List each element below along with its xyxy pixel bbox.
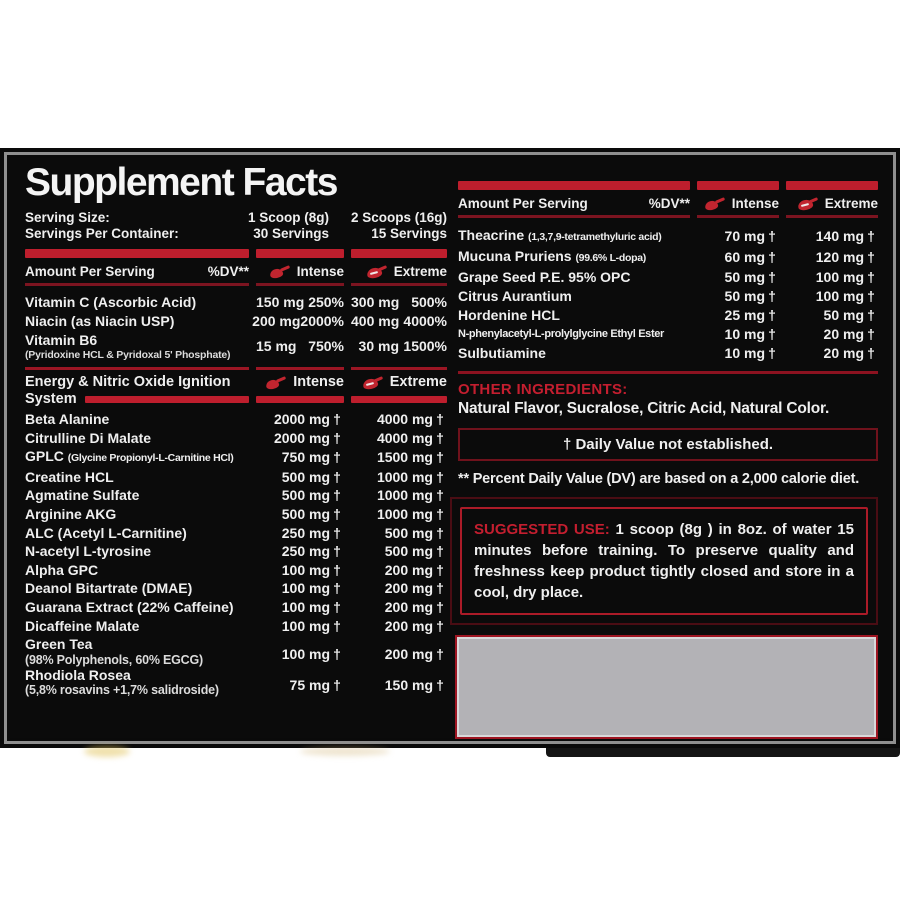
ingredient-name: Grape Seed P.E. 95% OPC xyxy=(458,269,631,285)
dagger-symbol: † xyxy=(333,580,341,597)
amount-group xyxy=(351,468,447,487)
amount-value: 400 mg xyxy=(351,313,400,329)
dagger-symbol: † xyxy=(436,411,444,427)
amount-value: 250 mg xyxy=(281,524,330,541)
dagger-symbol: † xyxy=(768,326,776,342)
vitamins-table xyxy=(25,294,447,361)
dagger-symbol: † xyxy=(333,468,341,485)
amount-value: 2000 mg xyxy=(273,411,330,427)
amount-group xyxy=(256,429,344,448)
percent-dv-value: 2000% xyxy=(300,313,344,329)
dagger-symbol: † xyxy=(867,249,875,265)
table-row xyxy=(458,287,878,306)
dagger-symbol: † xyxy=(436,646,444,663)
amount-group xyxy=(786,306,878,325)
amount-value: 200 mg xyxy=(252,313,301,329)
servings-per-container-label: Servings Per Container: xyxy=(25,226,179,241)
ingredient-name: Vitamin B6 xyxy=(25,332,98,348)
table-row xyxy=(458,306,878,325)
supplement-facts-label xyxy=(0,148,900,748)
amount-group xyxy=(256,598,344,617)
amount-group xyxy=(697,344,779,363)
scoop-icon-intense xyxy=(266,376,287,389)
ingredient-name-main: Theacrine xyxy=(458,227,525,243)
ingredient-name: Niacin (as Niacin USP) xyxy=(25,313,175,329)
amount-group xyxy=(351,524,447,543)
serving-size-col2: 2 Scoops (16g) xyxy=(350,210,447,225)
ingredient-name: Green Tea xyxy=(25,636,93,653)
dagger-symbol: † xyxy=(436,561,444,578)
amount-value: 20 mg xyxy=(823,345,864,361)
ingredient-name: ALC (Acetyl L-Carnitine) xyxy=(25,524,187,541)
servings-col2: 15 Servings xyxy=(371,226,447,241)
amount-value: 500 mg xyxy=(281,505,330,522)
dagger-symbol: † xyxy=(333,429,341,446)
table-row xyxy=(25,617,447,636)
amount-group xyxy=(786,268,878,287)
dagger-symbol: † xyxy=(436,429,444,446)
ingredient-name-cell xyxy=(25,579,249,598)
amount-value: 2000 mg xyxy=(273,429,330,446)
amount-per-serving-label: Amount Per Serving xyxy=(25,263,155,279)
ingredient-name-cell xyxy=(25,561,249,580)
percent-dv-value: 750% xyxy=(308,338,344,354)
photo-smudge xyxy=(300,747,390,756)
amount-value: 500 mg xyxy=(281,468,330,485)
amount-value: 75 mg xyxy=(289,676,330,693)
amount-value: 500 mg xyxy=(384,543,433,560)
dagger-symbol: † xyxy=(436,617,444,634)
amount-value: 100 mg xyxy=(281,561,330,578)
energy-ingredients-table xyxy=(25,410,447,696)
section-divider xyxy=(25,367,447,370)
amount-value: 200 mg xyxy=(384,561,433,578)
ingredient-name-cell xyxy=(25,429,249,448)
ingredient-name-cell xyxy=(458,287,690,306)
amount-group xyxy=(786,325,878,344)
amount-value: 120 mg xyxy=(815,249,864,265)
ingredient-name: Agmatine Sulfate xyxy=(25,487,140,504)
ingredient-name xyxy=(458,226,690,247)
ingredient-name: Hordenine HCL xyxy=(458,307,560,323)
percent-dv-value: 1500% xyxy=(403,338,447,354)
dagger-symbol: † xyxy=(768,249,776,265)
dagger-symbol: † xyxy=(867,269,875,285)
dagger-symbol: † xyxy=(333,449,341,466)
percent-dv-label: %DV** xyxy=(648,195,690,211)
amount-group xyxy=(786,344,878,363)
section-divider xyxy=(458,371,878,374)
ingredient-name-cell xyxy=(25,666,249,697)
table-row xyxy=(25,579,447,598)
dagger-symbol: † xyxy=(333,411,341,427)
ingredient-name-cell xyxy=(25,332,249,361)
amount-group xyxy=(786,287,878,306)
amount-value: 1000 mg xyxy=(376,487,433,504)
amount-value: 150 mg xyxy=(384,676,433,693)
suggested-use-section xyxy=(450,497,878,625)
dagger-symbol: † xyxy=(333,543,341,560)
scoop-icon-extreme xyxy=(798,197,819,210)
table-row xyxy=(25,635,447,666)
scoop-icon-intense xyxy=(270,265,291,278)
amount-value: 1000 mg xyxy=(376,505,433,522)
serving-size-col1: 1 Scoop (8g) xyxy=(247,210,329,225)
percent-dv-value: 4000% xyxy=(403,313,447,329)
energy-section-header xyxy=(25,374,447,407)
amount-group xyxy=(351,676,447,697)
dagger-symbol: † xyxy=(333,646,341,663)
other-ingredients-text: Natural Flavor, Sucralose, Citric Acid, Natural Color. xyxy=(458,400,830,417)
suggested-use-label: SUGGESTED USE: xyxy=(474,521,610,538)
amount-group xyxy=(786,227,878,246)
amount-group xyxy=(351,598,447,617)
amount-group xyxy=(351,579,447,598)
scoop-icon-extreme xyxy=(367,265,388,278)
vitamin-row xyxy=(25,332,447,361)
ingredient-name-cell xyxy=(25,486,249,505)
ingredient-name: Guarana Extract (22% Caffeine) xyxy=(25,598,234,615)
extreme-column-label: Extreme xyxy=(389,374,447,390)
dagger-symbol: † xyxy=(333,561,341,578)
extreme-column-label: Extreme xyxy=(824,195,878,211)
amount-group xyxy=(351,561,447,580)
percent-dv-label: %DV** xyxy=(207,263,249,279)
ingredient-subline: (5,8% rosavins +1,7% salidroside) xyxy=(25,683,219,698)
ingredient-name: Rhodiola Rosea xyxy=(25,666,131,683)
ingredient-name-cell xyxy=(25,598,249,617)
suggested-use-text: 1 scoop (8g ) in 8oz. of water 15 minutes before training. To preserve quality and freshness keep product tightly closed and store in a cool, dry place. xyxy=(474,521,854,601)
vitamin-row xyxy=(25,313,447,330)
amount-value: 500 mg xyxy=(384,524,433,541)
amount-value: 250 mg xyxy=(281,543,330,560)
dagger-symbol: † xyxy=(867,326,875,342)
amount-group xyxy=(256,542,344,561)
amount-value: 20 mg xyxy=(823,326,864,342)
dagger-symbol: † xyxy=(436,676,444,693)
amount-value: 15 mg xyxy=(256,338,297,354)
table-row xyxy=(458,344,878,363)
other-ingredients-label: OTHER INGREDIENTS: xyxy=(458,381,628,398)
ingredient-name-cell xyxy=(458,247,690,268)
ingredient-name: Arginine AKG xyxy=(25,505,117,522)
amount-group xyxy=(697,287,779,306)
amount-value: 1500 mg xyxy=(376,449,433,466)
amount-group xyxy=(252,313,344,330)
amount-group xyxy=(351,338,447,355)
amount-value: 140 mg xyxy=(815,228,864,244)
amount-group xyxy=(351,448,447,467)
ingredient-name-cell xyxy=(25,313,249,330)
amount-group xyxy=(256,524,344,543)
ingredient-name: Beta Alanine xyxy=(25,411,110,427)
amount-group xyxy=(697,325,779,344)
intense-column-label: Intense xyxy=(293,374,344,390)
ingredient-name-detail: (Glycine Propionyl-L-Carnitine HCl) xyxy=(67,452,234,465)
amount-group xyxy=(351,294,447,311)
ingredient-subline: (98% Polyphenols, 60% EGCG) xyxy=(25,652,203,667)
ingredient-name: N-phenylacetyl-L-prolylglycine Ethyl Ester xyxy=(458,328,664,340)
right-column xyxy=(458,174,878,739)
dagger-symbol: † xyxy=(436,468,444,485)
ingredient-name-cell xyxy=(25,524,249,543)
vitamin-row xyxy=(25,294,447,311)
ingredient-subline: (Pyridoxine HCL & Pyridoxal 5' Phosphate) xyxy=(25,349,231,361)
amount-value: 70 mg xyxy=(724,228,765,244)
ingredient-name-main: Mucuna Pruriens xyxy=(458,248,572,264)
amount-group xyxy=(697,227,779,246)
amount-value: 10 mg xyxy=(724,326,765,342)
ingredient-name xyxy=(25,447,249,468)
amount-value: 200 mg xyxy=(384,646,433,663)
amount-group xyxy=(256,468,344,487)
amount-group xyxy=(256,410,344,429)
intense-column-label: Intense xyxy=(731,195,779,211)
amount-value: 100 mg xyxy=(281,598,330,615)
scoop-icon-intense xyxy=(705,197,726,210)
ingredient-name-main: GPLC xyxy=(25,448,64,465)
dagger-symbol: † xyxy=(867,345,875,361)
amount-group xyxy=(351,645,447,666)
table-row xyxy=(458,325,878,344)
dagger-symbol: † xyxy=(333,505,341,522)
table-row xyxy=(25,486,447,505)
ingredient-name: Citrulline Di Malate xyxy=(25,429,152,446)
ingredient-name: Sulbutiamine xyxy=(458,345,546,361)
daily-value-note-box: † Daily Value not established. xyxy=(458,428,878,461)
amount-value: 50 mg xyxy=(823,307,864,323)
red-bar-row xyxy=(25,249,447,258)
right-ingredients-table xyxy=(458,226,878,363)
dagger-symbol: † xyxy=(333,598,341,615)
amount-value: 4000 mg xyxy=(376,429,433,446)
amount-group xyxy=(351,486,447,505)
amount-group xyxy=(351,313,447,330)
dagger-symbol: † xyxy=(768,228,776,244)
ingredient-name-cell xyxy=(25,635,249,666)
amount-group xyxy=(351,429,447,448)
ingredient-name: Citrus Aurantium xyxy=(458,288,572,304)
table-row xyxy=(25,598,447,617)
amount-group xyxy=(256,338,344,355)
servings-col1: 30 Servings xyxy=(253,226,329,241)
energy-section-title-line2: System xyxy=(25,391,77,407)
dagger-symbol: † xyxy=(333,676,341,693)
amount-value: 100 mg xyxy=(281,580,330,597)
amount-group xyxy=(697,306,779,325)
amount-group xyxy=(256,448,344,467)
amount-value: 300 mg xyxy=(351,294,400,310)
table-row xyxy=(25,666,447,697)
amount-group xyxy=(351,542,447,561)
amount-value: 200 mg xyxy=(384,617,433,634)
amount-value: 100 mg xyxy=(815,288,864,304)
amount-value: 50 mg xyxy=(724,269,765,285)
ingredient-name-detail: (1,3,7,9-tetramethyluric acid) xyxy=(528,231,662,243)
table-row xyxy=(25,410,447,429)
ingredient-name: Dicaffeine Malate xyxy=(25,617,140,634)
right-table-header xyxy=(458,193,878,213)
dagger-symbol: † xyxy=(333,524,341,541)
amount-value: 30 mg xyxy=(358,338,399,354)
amount-group xyxy=(256,486,344,505)
ingredient-name-cell xyxy=(25,447,249,468)
table-row xyxy=(25,524,447,543)
ingredient-name-cell xyxy=(25,468,249,487)
amount-group xyxy=(256,676,344,697)
amount-value: 500 mg xyxy=(281,487,330,504)
amount-value: 100 mg xyxy=(815,269,864,285)
ingredient-name: Vitamin C (Ascorbic Acid) xyxy=(25,294,197,310)
amount-value: 200 mg xyxy=(384,598,433,615)
amount-per-serving-label: Amount Per Serving xyxy=(458,195,588,211)
percent-dv-note: ** Percent Daily Value (DV) are based on a 2,000 calorie diet. xyxy=(458,471,860,487)
amount-value: 200 mg xyxy=(384,580,433,597)
dagger-symbol: † xyxy=(436,580,444,597)
ingredient-name-cell xyxy=(458,325,690,344)
amount-value: 4000 mg xyxy=(376,411,433,427)
table-row xyxy=(25,468,447,487)
dagger-symbol: † xyxy=(333,617,341,634)
amount-group xyxy=(351,617,447,636)
intense-column-label: Intense xyxy=(296,263,344,279)
amount-group xyxy=(256,505,344,524)
amount-group xyxy=(256,294,344,311)
suggested-use-box xyxy=(460,507,868,615)
table-row xyxy=(25,505,447,524)
ingredient-name-cell xyxy=(458,226,690,247)
amount-value: 750 mg xyxy=(281,449,330,466)
amount-value: 1000 mg xyxy=(376,468,433,485)
table-row xyxy=(458,268,878,287)
dagger-symbol: † xyxy=(436,487,444,504)
ingredient-name: Creatine HCL xyxy=(25,468,114,485)
amount-group xyxy=(256,561,344,580)
amount-value: 10 mg xyxy=(724,345,765,361)
panel-title: Supplement Facts xyxy=(25,161,337,204)
amount-value: 50 mg xyxy=(724,288,765,304)
header-underline xyxy=(25,283,447,286)
ingredient-name-cell xyxy=(25,410,249,429)
serving-size-label: Serving Size: xyxy=(25,210,110,225)
extreme-column-label: Extreme xyxy=(393,263,447,279)
table-row xyxy=(25,542,447,561)
amount-group xyxy=(256,617,344,636)
amount-value: 60 mg xyxy=(724,249,765,265)
amount-value: 100 mg xyxy=(281,617,330,634)
dagger-symbol: † xyxy=(436,449,444,466)
left-table-header xyxy=(25,261,447,281)
ingredient-name-cell xyxy=(25,617,249,636)
dagger-symbol: † xyxy=(768,288,776,304)
dagger-symbol: † xyxy=(768,307,776,323)
ingredient-name-cell xyxy=(458,268,690,287)
ingredient-name-cell xyxy=(25,505,249,524)
ingredient-name xyxy=(458,247,690,268)
ingredient-name-cell xyxy=(25,294,249,311)
energy-section-title-line1: Energy & Nitric Oxide Ignition xyxy=(25,374,231,390)
amount-group xyxy=(786,248,878,267)
dagger-symbol: † xyxy=(867,288,875,304)
header-underline xyxy=(458,215,878,218)
blank-barcode-area xyxy=(455,635,878,739)
amount-value: 150 mg xyxy=(256,294,305,310)
amount-value: 100 mg xyxy=(281,646,330,663)
ingredient-name-detail: (99.6% L-dopa) xyxy=(575,252,646,264)
table-row xyxy=(25,429,447,448)
dagger-symbol: † xyxy=(768,269,776,285)
dagger-symbol: † xyxy=(436,543,444,560)
ingredient-name: Deanol Bitartrate (DMAE) xyxy=(25,580,193,597)
amount-group xyxy=(351,410,447,429)
amount-group xyxy=(351,505,447,524)
ingredient-name: Alpha GPC xyxy=(25,561,99,578)
left-column xyxy=(25,160,447,696)
ingredient-name-cell xyxy=(458,344,690,363)
photo-smudge xyxy=(84,746,130,757)
percent-dv-value: 500% xyxy=(411,294,447,310)
ingredient-name: N-acetyl L-tyrosine xyxy=(25,543,152,560)
table-row xyxy=(25,561,447,580)
ingredient-name-cell xyxy=(25,542,249,561)
amount-group xyxy=(697,248,779,267)
amount-value: 25 mg xyxy=(724,307,765,323)
table-row xyxy=(458,226,878,247)
dagger-symbol: † xyxy=(768,345,776,361)
dagger-symbol: † xyxy=(867,307,875,323)
dagger-symbol: † xyxy=(436,598,444,615)
dagger-symbol: † xyxy=(436,505,444,522)
amount-group xyxy=(256,579,344,598)
photo-edge-artifact xyxy=(546,748,900,757)
dagger-symbol: † xyxy=(867,228,875,244)
percent-dv-value: 250% xyxy=(308,294,344,310)
red-bar-row xyxy=(458,181,878,190)
serving-info xyxy=(25,210,447,242)
table-row xyxy=(458,247,878,268)
table-row xyxy=(25,447,447,468)
amount-group xyxy=(256,645,344,666)
scoop-icon-extreme xyxy=(363,376,384,389)
ingredient-name-cell xyxy=(458,306,690,325)
amount-group xyxy=(697,268,779,287)
dagger-symbol: † xyxy=(436,524,444,541)
dagger-symbol: † xyxy=(333,487,341,504)
